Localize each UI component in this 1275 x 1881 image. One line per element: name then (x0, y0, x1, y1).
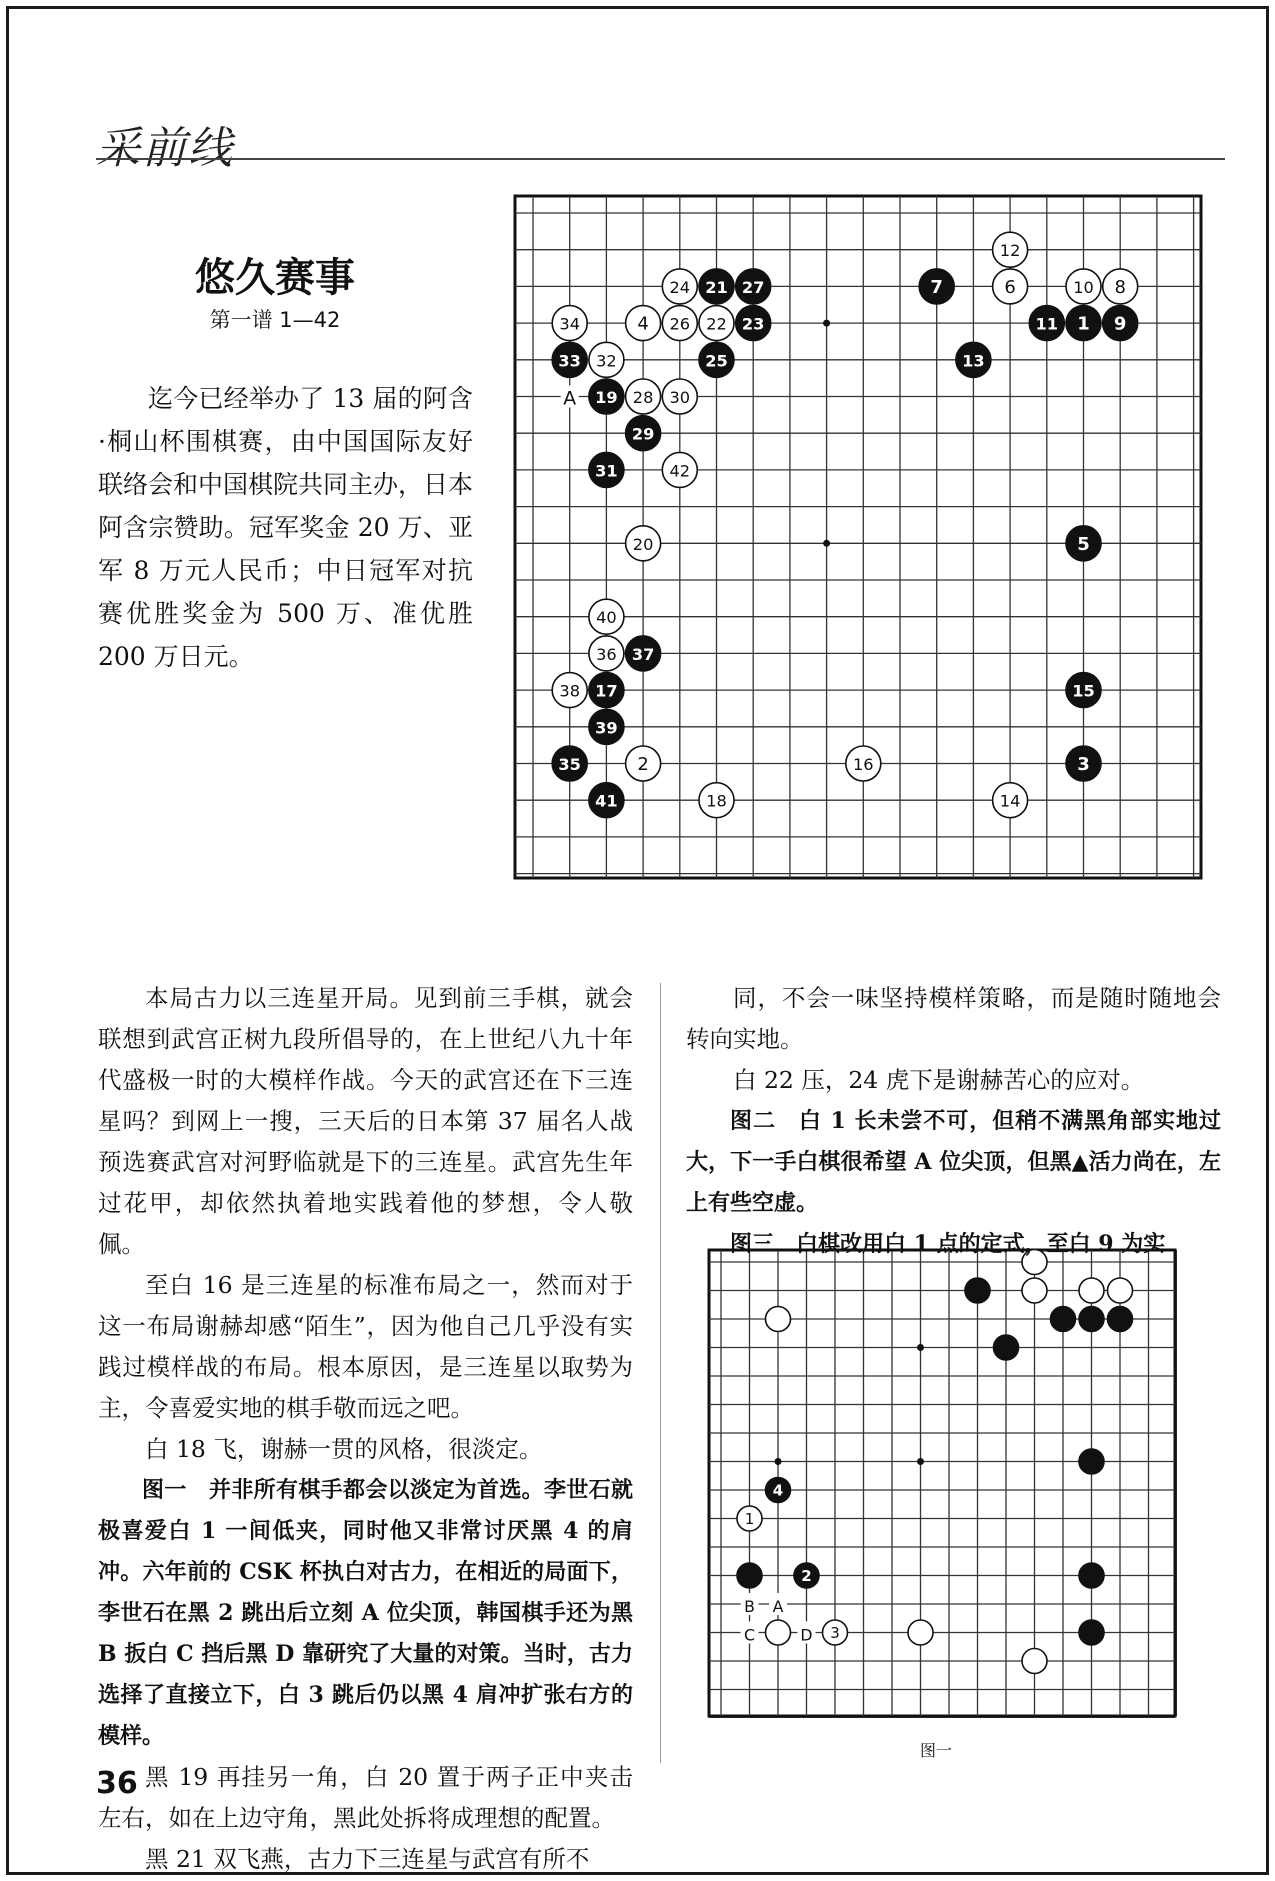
black-stone (1079, 1620, 1104, 1645)
stone-disc (1079, 1278, 1104, 1303)
move-number: 29 (631, 424, 655, 444)
black-stone (965, 1278, 990, 1303)
move-number: 33 (558, 351, 581, 371)
stone-disc (1108, 1307, 1133, 1332)
move-number: 23 (741, 314, 765, 334)
point-letter: A (772, 1597, 784, 1616)
point-letter: D (800, 1625, 813, 1645)
black-stone (737, 1563, 762, 1588)
black-stone (1079, 1563, 1104, 1588)
black-stone (552, 342, 587, 377)
white-stone (552, 306, 587, 341)
white-stone (589, 599, 624, 634)
stone-disc (1079, 1563, 1104, 1588)
figure-commentary: 图二 白 1 长未尝不可，但稍不满黑角部实地过大，下一手白棋很希望 A 位尖顶，但黑▲活力尚在，左上有些空虚。 (686, 1108, 1221, 1216)
main-go-board (512, 193, 1204, 881)
stone-disc (1051, 1307, 1076, 1332)
stone-disc (1079, 1620, 1104, 1645)
black-stone (589, 379, 624, 414)
black-stone (956, 342, 991, 377)
move-number: 25 (705, 351, 728, 371)
black-stone (1066, 526, 1101, 561)
black-stone (919, 269, 954, 304)
move-number: 10 (1073, 277, 1094, 297)
black-stone (1108, 1307, 1133, 1332)
white-stone (1022, 1278, 1047, 1303)
black-stone (626, 416, 661, 451)
white-stone (993, 232, 1028, 267)
move-number: 13 (962, 351, 985, 371)
star-point (823, 320, 830, 327)
black-stone (1079, 1449, 1104, 1474)
black-stone (736, 306, 771, 341)
white-stone (766, 1307, 791, 1332)
body-paragraph: 本局古力以三连星开局。见到前三手棋，就会联想到武宫正树九段所倡导的，在上世纪八九十年代盛极一时的大模样作战。今天的武宫还在下三连星吗？到网上一搜，三天后的日本第 37 届名人战预选赛武宫对河野临就是下的三连星。武宫先生年过花甲，却依然执着地实践着他的梦想，令人敬佩。 (98, 984, 633, 1258)
white-stone (699, 306, 734, 341)
move-number: 30 (669, 387, 691, 407)
move-number: 38 (559, 681, 581, 701)
figure-commentary: 图一 并非所有棋手都会以淡定为首选。李世石就极喜爱白 1 一间低夹，同时他又非常讨厌黑 4 的肩冲。六年前的 CSK 杯执白对古力，在相近的局面下，李世石在黑 2 跳出后立刻 A 位尖顶，韩国棋手还为黑 B 扳白 C 挡后黑 D 靠研究了大量的对策。当时，古力选择了直接立下，白 3 跳后仍以黑 4 肩冲扩张右方的模样。 (98, 1477, 633, 1749)
move-number: 7 (930, 276, 943, 298)
white-stone (1103, 269, 1138, 304)
move-number: 8 (1114, 276, 1126, 298)
white-stone (766, 1620, 791, 1645)
stone-disc (766, 1620, 791, 1645)
move-number: 3 (1077, 753, 1090, 775)
move-number: 18 (706, 791, 727, 811)
white-stone (846, 746, 881, 781)
white-stone (589, 636, 624, 671)
stone-disc (1079, 1449, 1104, 1474)
move-number: 9 (1113, 313, 1127, 335)
white-stone (699, 783, 734, 818)
point-letter: A (563, 387, 577, 410)
white-stone (662, 269, 697, 304)
black-stone (1029, 306, 1064, 341)
move-number: 5 (1077, 533, 1090, 555)
black-stone (1051, 1307, 1076, 1332)
move-number: 37 (631, 644, 655, 664)
move-number: 26 (669, 314, 691, 334)
black-stone (1066, 746, 1101, 781)
black-stone (736, 269, 771, 304)
header-rule (96, 158, 1225, 160)
move-number: 1 (744, 1509, 755, 1528)
white-stone (626, 306, 661, 341)
move-number: 16 (852, 754, 874, 774)
figure-commentary: 图三 白棋改用白 1 点的定式，至白 9 为实 (730, 1231, 1166, 1257)
white-stone (662, 306, 697, 341)
body-paragraph: 白 22 压，24 虎下是谢赫苦心的应对。 (733, 1066, 1145, 1094)
stone-disc (766, 1307, 791, 1332)
figure1-go-board (707, 1248, 1177, 1718)
body-paragraph: 同，不会一味坚持模样策略，而是随时随地会转向实地。 (686, 984, 1221, 1053)
black-stone (1066, 673, 1101, 708)
article-intro (98, 377, 473, 678)
move-number: 34 (559, 314, 581, 334)
body-paragraph: 黑 21 双飞燕，古力下三连星与武宫有所不 (145, 1845, 590, 1873)
black-stone (626, 636, 661, 671)
white-stone (662, 452, 697, 487)
figure1-caption: 图一 (920, 1741, 953, 1760)
stone-disc (965, 1278, 990, 1303)
point-letter: B (744, 1597, 755, 1616)
black-stone (1066, 306, 1101, 341)
body-paragraph: 白 18 飞，谢赫一贯的风格，很淡定。 (145, 1435, 543, 1463)
white-stone (626, 379, 661, 414)
move-number: 27 (741, 277, 765, 297)
page-number: 36 (96, 1766, 138, 1801)
move-number: 22 (706, 314, 727, 334)
move-number: 19 (595, 387, 618, 407)
stone-disc (1022, 1278, 1047, 1303)
black-stone (589, 452, 624, 487)
move-number: 32 (596, 351, 617, 371)
black-stone (766, 1478, 791, 1503)
black-stone (589, 709, 624, 744)
star-point (917, 1458, 924, 1465)
move-number: 42 (669, 461, 691, 481)
intro-paragraph: 迄今已经举办了 13 届的阿含·桐山杯围棋赛，由中国国际友好联络会和中国棋院共同主办，日本阿含宗赞助。冠军奖金 20 万、亚军 8 万元人民币；中日冠军对抗赛优胜奖金为 500 万、准优胜 200 万日元。 (98, 384, 474, 671)
stone-disc (737, 1563, 762, 1588)
body-paragraph: 黑 19 再挂另一角，白 20 置于两子正中夹击左右，如在上边守角，黑此处拆将成理想的配置。 (98, 1763, 633, 1832)
article-title: 悠久赛事 (195, 255, 355, 301)
move-number: 31 (595, 461, 618, 481)
black-stone (1103, 306, 1138, 341)
move-number: 39 (595, 718, 618, 738)
black-stone (589, 783, 624, 818)
black-stone (794, 1563, 819, 1588)
move-number: 40 (596, 608, 617, 628)
white-stone (908, 1620, 933, 1645)
move-number: 35 (558, 754, 581, 774)
move-number: 14 (999, 791, 1021, 811)
column-divider (660, 983, 661, 1763)
move-number: 1 (1077, 313, 1090, 335)
move-number: 20 (632, 534, 654, 554)
black-stone (994, 1335, 1019, 1360)
section-logo: 采前线 (96, 123, 234, 174)
move-number: 11 (1035, 314, 1059, 334)
black-stone (699, 342, 734, 377)
move-number: 41 (595, 791, 618, 811)
star-point (823, 540, 830, 547)
white-stone (1079, 1278, 1104, 1303)
move-number: 28 (632, 387, 654, 407)
body-column-right (686, 978, 1221, 1265)
move-number: 4 (772, 1481, 784, 1500)
move-number: 36 (596, 644, 617, 664)
body-paragraph: 至白 16 是三连星的标准布局之一，然而对于这一布局谢赫却感“陌生”，因为他自己几乎没有实践过模样战的布局。根本原因，是三连星以取势为主，令喜爱实地的棋手敬而远之吧。 (98, 1271, 633, 1422)
white-stone (993, 269, 1028, 304)
stone-disc (908, 1620, 933, 1645)
black-stone (589, 673, 624, 708)
white-stone (1022, 1649, 1047, 1674)
move-number: 24 (669, 277, 691, 297)
move-number: 15 (1072, 681, 1095, 701)
white-stone (626, 526, 661, 561)
white-stone (737, 1506, 762, 1531)
white-stone (1066, 269, 1101, 304)
black-stone (699, 269, 734, 304)
move-number: 17 (595, 681, 618, 701)
black-stone (552, 746, 587, 781)
article-subtitle: 第一谱 1—42 (209, 308, 341, 332)
move-number: 2 (801, 1566, 812, 1585)
stone-disc (1022, 1649, 1047, 1674)
stone-disc (1108, 1278, 1133, 1303)
white-stone (662, 379, 697, 414)
move-number: 3 (830, 1623, 840, 1642)
white-stone (993, 783, 1028, 818)
white-stone (552, 673, 587, 708)
star-point (775, 1458, 782, 1465)
white-stone (823, 1620, 848, 1645)
white-stone (1108, 1278, 1133, 1303)
point-letter: C (744, 1625, 755, 1645)
body-column-left (98, 978, 633, 1880)
move-number: 21 (705, 277, 728, 297)
move-number: 12 (999, 241, 1021, 261)
white-stone (626, 746, 661, 781)
move-number: 4 (637, 313, 649, 335)
move-number: 6 (1004, 276, 1016, 298)
black-stone (1079, 1307, 1104, 1332)
stone-disc (994, 1335, 1019, 1360)
stone-disc (1079, 1307, 1104, 1332)
star-point (917, 1344, 924, 1351)
white-stone (589, 342, 624, 377)
move-number: 2 (637, 753, 649, 775)
